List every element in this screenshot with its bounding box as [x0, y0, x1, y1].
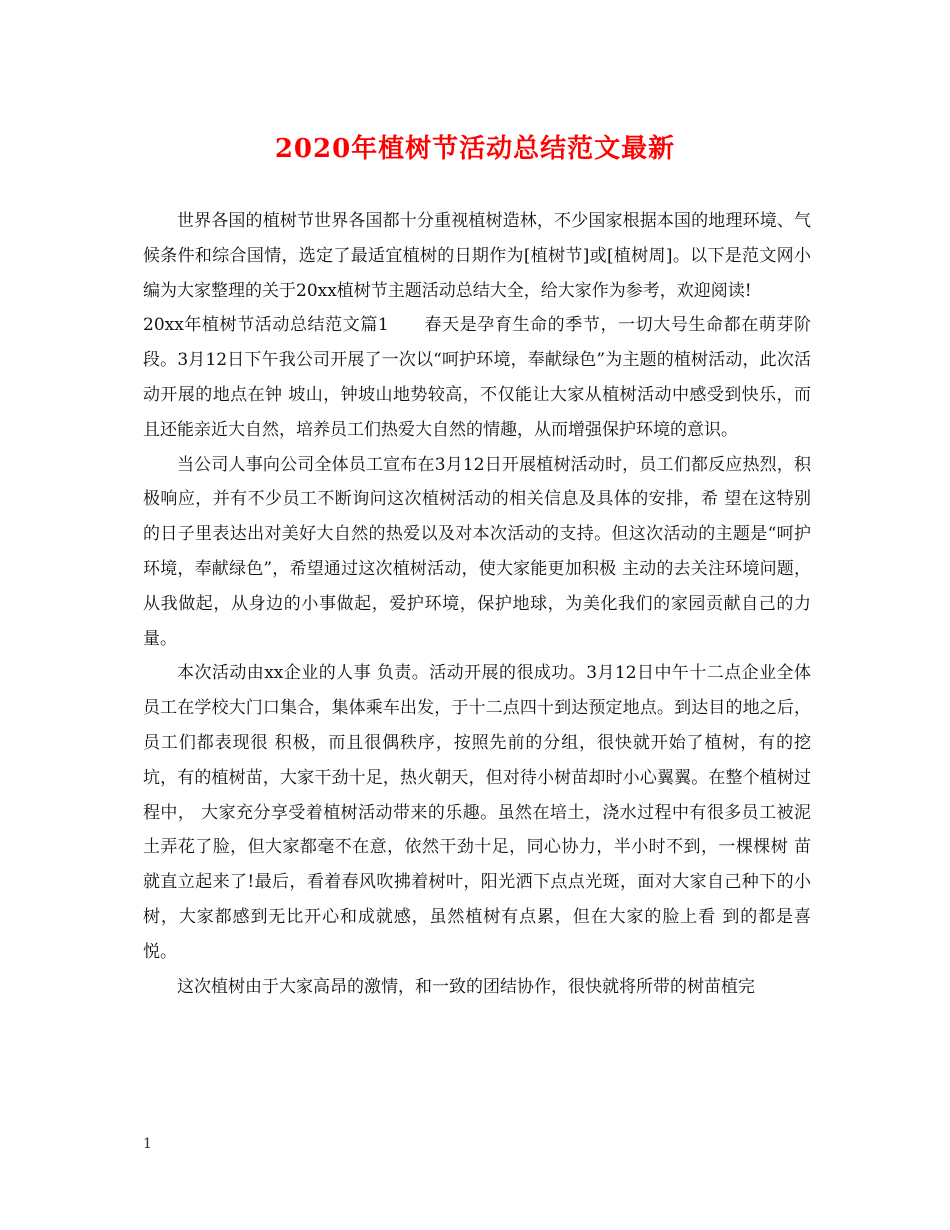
paragraph-conclusion: 这次植树由于大家高昂的激情，和一致的团结协作，很快就将所带的树苗植完 [177, 976, 755, 997]
paragraph-section-1: 20xx年植树节活动总结范文篇1 春天是孕育生命的季节，一切大号生命都在萌芽阶段。3月12日下午我公司开展了一次以“呵护环境，奉献绿色”为主题的植树活动，此次活动开展的地点在钟 坡山，钟坡山地势较高，不仅能让大家从植树活动中感受到快乐，而且还能亲近大自然，培养员工们热爱大自然的情趣，从而增强保护环境的意识。 [143, 315, 811, 440]
document-body [143, 204, 811, 1004]
paragraph-activity: 本次活动由xx企业的人事 负责。活动开展的很成功。3月12日中午十二点企业全体员工在学校大门口集合，集体乘车出发，于十二点四十到达预定地点。到达目的地之后，员工们都表现很 积极，而且很偶秩序，按照先前的分组，很快就开始了植树，有的挖坑，有的植树苗，大家干劲十足，热火朝天，但对待小树苗却时小心翼翼。在整个植树过程中， 大家充分享受着植树活动带来的乐趣。虽然在培土，浇水过程中有很多员工被泥土弄花了脸，但大家都毫不在意，依然干劲十足，同心协力，半小时不到，一棵棵树 苗就直立起来了!最后，看着春风吹拂着树叶，阳光洒下点点光斑，面对大家自己种下的小树，大家都感到无比开心和成就感，虽然植树有点累，但在大家的脸上看 到的都是喜悦。 [143, 663, 811, 962]
document-title: 2020年植树节活动总结范文最新 [274, 134, 676, 164]
page-number: 1 [143, 1136, 152, 1152]
paragraph-announcement: 当公司人事向公司全体员工宣布在3月12日开展植树活动时，员工们都反应热烈，积极响应，并有不少员工不断询问这次植树活动的相关信息及具体的安排，希 望在这特别的日子里表达出对美好大自然的热爱以及对本次活动的支持。但这次活动的主题是“呵护环境，奉献绿色”，希望通过这次植树活动，使大家能更加积极 主动的去关注环境问题，从我做起，从身边的小事做起，爱护环境，保护地球，为美化我们的家园贡献自己的力量。 [143, 454, 811, 649]
paragraph-intro: 世界各国的植树节世界各国都十分重视植树造林，不少国家根据本国的地理环境、气候条件和综合国情，选定了最适宜植树的日期作为[植树节]或[植树周]。以下是范文网小编为大家整理的关于20xx植树节主题活动总结大全，给大家作为参考，欢迎阅读! [143, 211, 811, 301]
